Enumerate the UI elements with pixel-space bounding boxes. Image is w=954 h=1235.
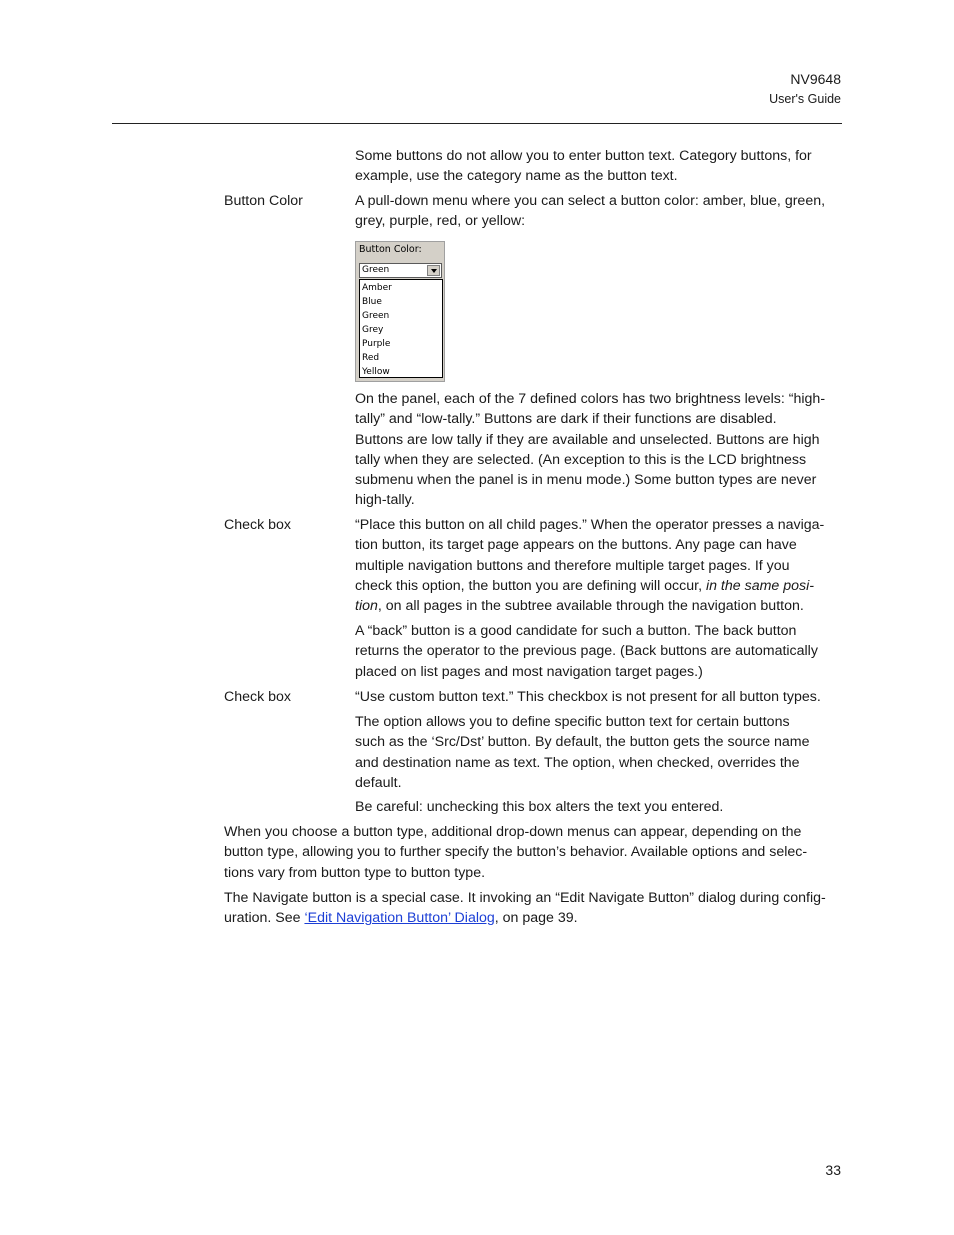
text-span: , on page 39. [494, 910, 578, 927]
text-line: default. [355, 774, 402, 791]
selected-color: Green [362, 265, 390, 275]
careful-paragraph [355, 797, 842, 817]
text-line: On the panel, each of the 7 defined colors has two brightness levels: “high- [355, 391, 826, 407]
text-line: When you choose a button type, additional drop-down menus can appear, depending on the [224, 824, 802, 840]
widget-title: Button Color: [359, 244, 422, 255]
text-line: such as the ‘Src/Dst’ button. By default, the button gets the source name [355, 734, 810, 751]
text-line: tally when they are selected. (An exception to this is the LCD brightness [355, 451, 807, 468]
option-paragraph [355, 712, 842, 793]
navigate-paragraph [224, 888, 842, 929]
text-span: uration. See [224, 910, 305, 927]
emphasis-text: tion [355, 598, 378, 615]
text-line: button type, allowing you to further specify the button’s behavior. Available options and selec- [224, 844, 808, 861]
option-yellow[interactable]: Yellow [362, 367, 390, 377]
button-color-select[interactable] [359, 263, 442, 278]
text-line: example, use the category name as the button text. [355, 168, 678, 185]
text-line: and destination name as text. The option, when checked, overrides the [355, 754, 800, 771]
text-line: tally” and “low-tally.” Buttons are dark if their functions are disabled. [355, 411, 777, 428]
text-line: tion button, its target page appears on the buttons. Any page can have [355, 537, 797, 554]
text-line: multiple navigation buttons and therefore multiple target pages. If you [355, 557, 790, 574]
edit-navigation-button-dialog-link[interactable]: ‘Edit Navigation Button’ Dialog [304, 910, 495, 927]
text-line [224, 908, 842, 928]
text-line: “Place this button on all child pages.” When the operator presses a naviga- [355, 517, 825, 533]
text-line [355, 596, 842, 616]
child-pages-paragraph [355, 515, 842, 616]
text-span: , on all pages in the subtree available through the navigation button. [377, 598, 804, 615]
tally-paragraph [355, 389, 842, 511]
option-red[interactable]: Red [362, 353, 380, 363]
button-color-label: Button Color [224, 193, 303, 209]
text-line: The Navigate button is a special case. It invoking an “Edit Navigate Button” dialog during config- [224, 890, 826, 906]
header-title: NV9648 [790, 71, 841, 87]
text-line: grey, purple, red, or yellow: [355, 213, 526, 230]
text-line [355, 576, 842, 596]
text-line: “Use custom button text.” This checkbox is not present for all button types. [355, 689, 821, 705]
check-box-label: Check box [224, 689, 292, 705]
button-color-widget [355, 241, 445, 382]
text-line: Buttons are low tally if they are available and unselected. Buttons are high [355, 431, 820, 448]
text-line: A “back” button is a good candidate for such a button. The back button [355, 623, 797, 639]
text-line: tions vary from button type to button type. [224, 864, 486, 881]
dropdown-paragraph [224, 822, 842, 883]
button-color-description [355, 191, 842, 232]
emphasis-text: in the same posi- [705, 577, 814, 594]
option-grey[interactable]: Grey [362, 325, 384, 335]
text-line: The option allows you to define specific button text for certain buttons [355, 714, 790, 730]
back-button-paragraph [355, 621, 842, 682]
option-amber[interactable]: Amber [362, 283, 392, 293]
option-purple[interactable]: Purple [362, 339, 391, 349]
custom-text-paragraph [355, 687, 842, 707]
text-line: A pull-down menu where you can select a button color: amber, blue, green, [355, 193, 826, 209]
header-rule [112, 123, 842, 124]
text-line: returns the operator to the previous page. (Back buttons are automatically [355, 643, 818, 660]
text-span: check this option, the button you are defining will occur, [355, 577, 706, 594]
text-line: submenu when the panel is in menu mode.) Some button types are never [355, 472, 817, 489]
intro-paragraph [355, 146, 842, 187]
text-line: high-tally. [355, 492, 415, 509]
option-blue[interactable]: Blue [362, 297, 382, 307]
text-line: Some buttons do not allow you to enter button text. Category buttons, for [355, 148, 812, 164]
text-line: Be careful: unchecking this box alters the text you entered. [355, 799, 724, 815]
option-green[interactable]: Green [362, 311, 390, 321]
color-options-list [359, 279, 443, 378]
page-number: 33 [825, 1162, 841, 1178]
header-subtitle: User's Guide [769, 92, 841, 106]
check-box-label: Check box [224, 517, 292, 533]
chevron-down-icon[interactable] [427, 265, 440, 276]
text-line: placed on list pages and most navigation target pages.) [355, 663, 703, 680]
